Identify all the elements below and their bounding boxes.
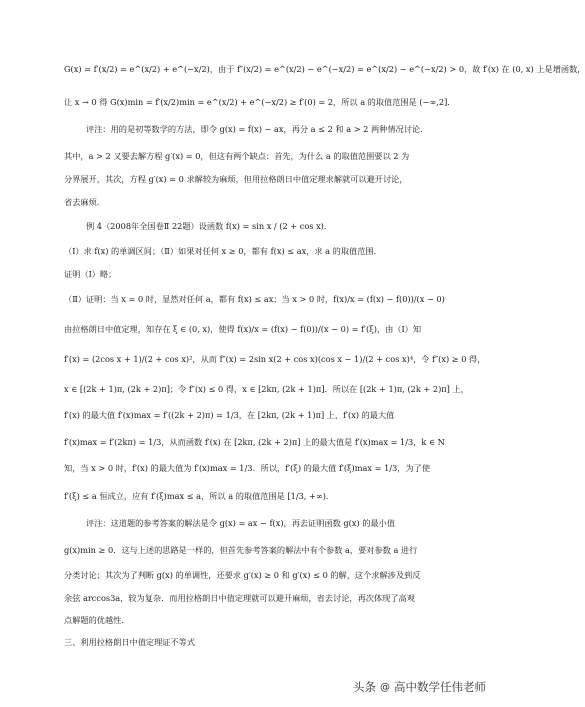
text-line-2: 让 x → 0 得 G(x)min = f′(x/2)min = e^(x/2) + e^(−x/2) ≥ f′(0) = 2，所以 a 的取值范围是 (−∞,2]．	[64, 97, 456, 107]
watermark-author: 高中数学任伟老师	[394, 680, 486, 694]
text-line-22: 点解题的优越性．	[64, 615, 130, 625]
text-line-9: 证明（Ⅰ）略；	[64, 269, 117, 279]
text-line-11: 由拉格朗日中值定理，知存在 ξ ∈ (0, x)，使得 f(x)/x = (f(x) − f(0))/(x − 0) = f′(ξ)，由（Ⅰ）知	[64, 324, 422, 334]
text-line-16: 知，当 x > 0 时，f′(x) 的最大值为 f′(x)max = 1/3．所以，f′(ξ) 的最大值 f′(ξ)max = 1/3，为了使	[64, 463, 431, 473]
section-heading: 三、利用拉格朗日中值定理证不等式	[64, 637, 196, 647]
text-line-10: （Ⅱ）证明：当 x = 0 时，显然对任何 a，都有 f(x) ≤ ax；当 x > 0 时，f(x)/x = (f(x) − f(0))/(x − 0)	[64, 294, 445, 304]
text-line-3: 评注：用的是初等数学的方法，即令 g(x) = f(x) − ax，再分 a ≤ 2 和 a > 2 两种情况讨论．	[86, 124, 429, 134]
text-line-5: 分界展开，其次，方程 g′(x) = 0 求解较为麻烦，但用拉格朗日中值定理求解就可以避开讨论，	[64, 174, 408, 184]
text-line-8: （Ⅰ）求 f(x) 的单调区间；（Ⅱ）如果对任何 x ≥ 0，都有 f(x) ≤ ax，求 a 的取值范围．	[64, 246, 382, 256]
text-line-12: f′(x) = (2cos x + 1)/(2 + cos x)²，从而 f″(x) = 2sin x(2 + cos x)(cos x − 1)/(2 + cos x)⁴，令 f″(x) ≥ 0 得，	[64, 354, 486, 364]
example-heading: 例 4（2008年全国卷Ⅱ 22题）设函数 f(x) = sin x / (2 + cos x)．	[86, 221, 333, 231]
text-line-19: g(x)min ≥ 0．这与上述的思路是一样的，但首先参考答案的解法中有个参数 a，要对参数 a 进行	[64, 545, 418, 555]
text-line-15: f′(x)max = f′(2kπ) = 1/3，从而函数 f′(x) 在 [2kπ, (2k + 2)π] 上的最大值是 f′(x)max = 1/3，k ∈ N	[64, 437, 445, 447]
text-line-1: G(x) = f′(x/2) = e^(x/2) + e^(−x/2)，由于 f″(x/2) = e^(x/2) − e^(−x/2) = e^(x/2) − e^(−x/2) > 0，故 f′(x) 在 (0, x) 上是增函数，	[64, 64, 585, 74]
text-line-17: f′(ξ) ≤ a 恒成立，应有 f′(ξ)max ≤ a，所以 a 的取值范围是 [1/3, +∞)．	[64, 491, 335, 501]
text-line-4: 其中，a > 2 又要去解方程 g′(x) = 0，但这有两个缺点：首先，为什么 a 的取值范围要以 2 为	[64, 151, 410, 161]
text-line-18: 评注：这道题的参考答案的解法是令 g(x) = ax − f(x)，再去证明函数 g(x) 的最小值	[86, 518, 396, 528]
text-line-6: 省去麻烦．	[64, 197, 105, 207]
text-line-21: 余弦 arccos3a，较为复杂．而用拉格朗日中值定理就可以避开麻烦，省去讨论，再次体现了高观	[64, 593, 415, 603]
text-line-13: x ∈ [(2k + 1)π, (2k + 2)π]；令 f″(x) ≤ 0 得，x ∈ [2kπ, (2k + 1)π]．所以在 [(2k + 1)π, (2k + 2)π] 上，	[64, 384, 469, 394]
watermark	[353, 679, 486, 695]
text-line-14: f′(x) 的最大值 f′(x)max = f′((2k + 2)π) = 1/3，在 [2kπ, (2k + 1)π] 上，f′(x) 的最大值	[64, 410, 395, 420]
watermark-platform: 头条	[353, 680, 376, 694]
text-line-20: 分类讨论；其次为了判断 g(x) 的单调性，还要求 g′(x) ≥ 0 和 g′(x) ≤ 0 的解，这个求解涉及到反	[64, 570, 421, 580]
at-icon: @	[380, 681, 390, 693]
